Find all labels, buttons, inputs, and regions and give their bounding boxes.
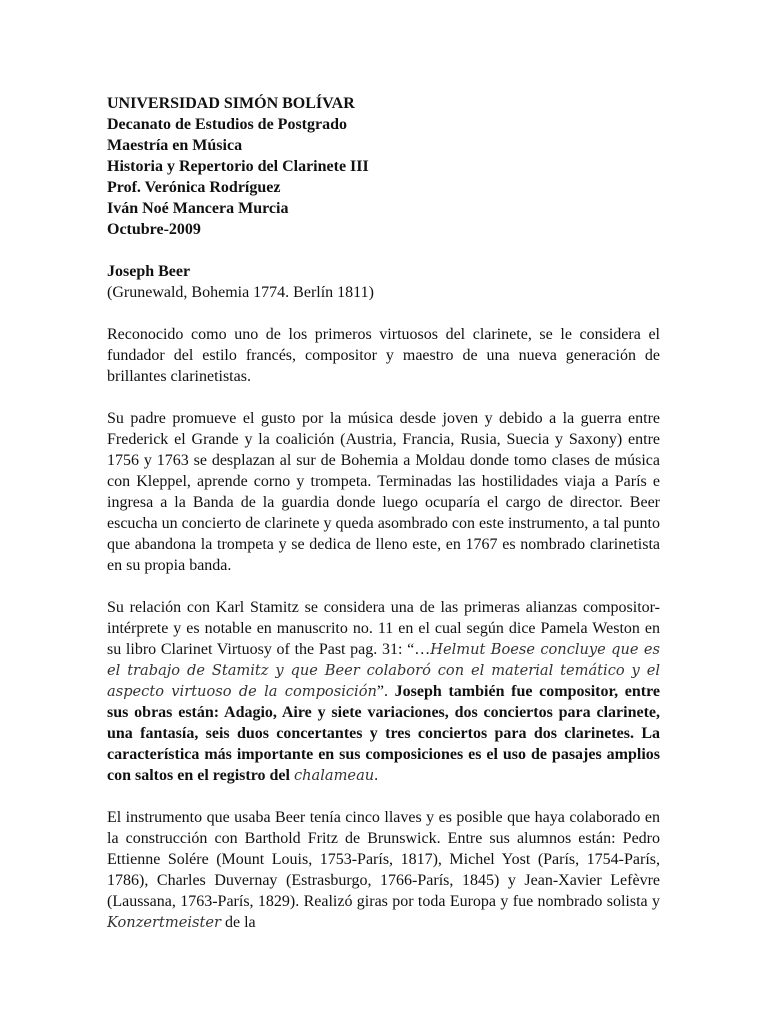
paragraph-biography: Su padre promueve el gusto por la música desde joven y debido a la guerra entre Frederick el Grande y la coalición (Austria, Francia, Rusia, Suecia y Saxony) entre 1756 y 1763 se desplazan al sur de Bohemia a Moldau donde tomo clases de música con Kleppel, aprende corno y trompeta. Terminadas las hostilidades viaja a París e ingresa a la Banda de la guardia donde luego ocuparía el cargo de director. Beer escucha un concierto de clarinete y queda asombrado con este instrumento, a tal punto que abandona la trompeta y se dedica de lleno este, en 1767 es nombrado clarinetista en su propia banda. (107, 410, 660, 574)
paragraph-stamitz-text: Su relación con Karl Stamitz se considera una de las primeras alianzas compositor-intérprete y es notable en manuscrito no. 11 en el cual según dice Pamela Weston en su libro Clarinet Virtuosy of the Past pag. 31: “… (107, 599, 660, 658)
student-name: Iván Noé Mancera Murcia (107, 200, 289, 217)
quote-text: Helmut Boese concluye que es el trabajo de Stamitz y que Beer colaboró con el material temático y el aspecto virtuoso de la composición (107, 641, 660, 700)
subject-name: Joseph Beer (107, 263, 191, 280)
document-header (107, 93, 660, 240)
works-text: Joseph también fue compositor, entre sus obras están: Adagio, Aire y siete variaciones, dos conciertos para clarinete, una fantasía, seis duos concertantes y tres conciertos para dos clarinetes. La característica más importante en sus composiciones es el uso de pasajes amplios con saltos en el registro del (107, 683, 661, 784)
paragraph-instrument (107, 807, 660, 933)
document-page (107, 93, 660, 933)
paragraph-intro: Reconocido como uno de los primeros virtuosos del clarinete, se le considera el fundador del estilo francés, compositor y maestro de una nueva generación de brillantes clarinetistas. (107, 326, 660, 385)
chalameau-term: chalameau (293, 767, 375, 784)
university-name: UNIVERSIDAD SIMÓN BOLÍVAR (107, 95, 355, 112)
paragraph-stamitz (107, 597, 660, 786)
professor-name: Prof. Verónica Rodríguez (107, 179, 281, 196)
dean-office: Decanato de Estudios de Postgrado (107, 116, 348, 133)
paragraph-stamitz-end: . (374, 767, 379, 784)
course-name: Historia y Repertorio del Clarinete III (107, 158, 369, 175)
konzertmeister-term: Konzertmeister (107, 914, 221, 931)
subject-dates: (Grunewald, Bohemia 1774. Berlín 1811) (107, 284, 374, 301)
paragraph-instrument-end: de la (220, 914, 256, 931)
subject-block (107, 261, 660, 303)
paragraph-instrument-text: El instrumento que usaba Beer tenía cinco llaves y es posible que haya colaborado en la construcción con Barthold Fritz de Brunswick. Entre sus alumnos están: Pedro Ettienne Solére (Mount Louis, 1753-París, 1817), Michel Yost (París, 1754-París, 1786), Charles Duvernay (Estrasburgo, 1766-París, 1845) y Jean-Xavier Lefèvre (Laussana, 1763-París, 1829). Realizó giras por toda Europa y fue nombrado solista y (107, 809, 660, 910)
program-name: Maestría en Música (107, 137, 243, 154)
document-date: Octubre-2009 (107, 221, 201, 238)
quote-close: ”. (376, 683, 389, 700)
